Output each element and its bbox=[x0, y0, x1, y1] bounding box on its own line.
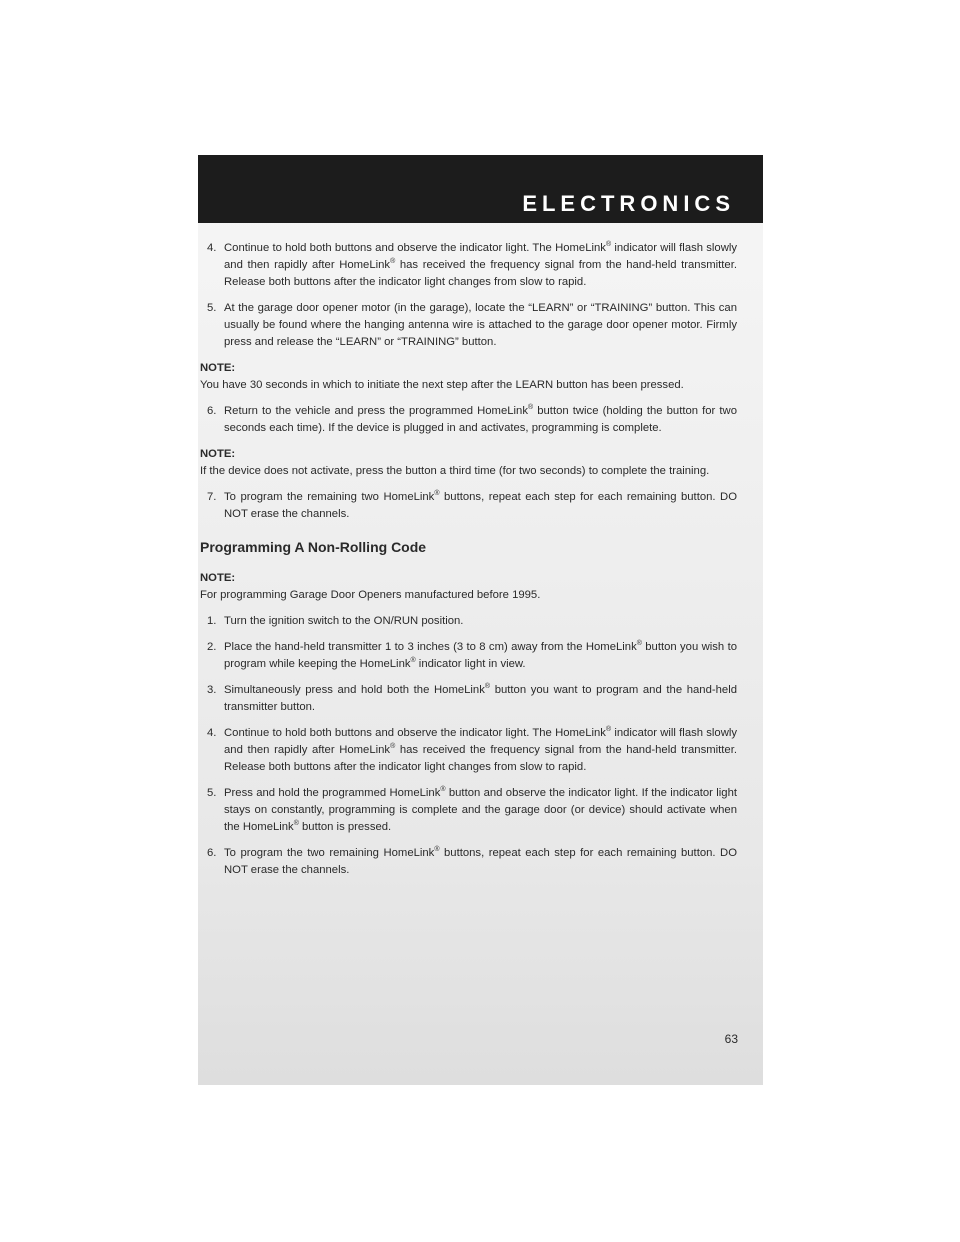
registered-mark: ® bbox=[390, 743, 396, 751]
item-text: To program the remaining two HomeLink® buttons, repeat each step for each remaining button. DO NOT erase the channels. bbox=[224, 490, 737, 520]
item-number: 4. bbox=[207, 242, 217, 254]
registered-mark: ® bbox=[293, 820, 299, 828]
item-text: Return to the vehicle and press the programmed HomeLink® button twice (holding the button for two seconds each time). If the device is plugged in and activates, programming is complete. bbox=[224, 404, 737, 434]
registered-mark: ® bbox=[527, 404, 534, 412]
list-item bbox=[200, 489, 737, 523]
registered-mark: ® bbox=[605, 241, 612, 249]
item-number: 1. bbox=[207, 615, 217, 627]
item-text: Place the hand-held transmitter 1 to 3 inches (3 to 8 cm) away from the HomeLink® button you wish to program while keeping the HomeLink® indicator light in view. bbox=[224, 640, 737, 670]
note-text: If the device does not activate, press the button a third time (for two seconds) to complete the training. bbox=[200, 465, 710, 477]
list-item bbox=[200, 403, 737, 437]
registered-mark: ® bbox=[434, 490, 440, 498]
item-text: Simultaneously press and hold both the HomeLink® button you want to program and the hand-held transmitter button. bbox=[224, 683, 737, 713]
note-label: NOTE: bbox=[200, 362, 236, 374]
list-item bbox=[200, 725, 737, 776]
note-text: For programming Garage Door Openers manufactured before 1995. bbox=[200, 589, 541, 601]
list-item bbox=[200, 682, 737, 716]
list-item bbox=[200, 240, 737, 291]
item-number: 5. bbox=[207, 787, 217, 799]
item-number: 7. bbox=[207, 491, 217, 503]
registered-mark: ® bbox=[440, 786, 446, 794]
list-item bbox=[200, 613, 737, 630]
list-item bbox=[200, 845, 737, 879]
item-text: At the garage door opener motor (in the garage), locate the “LEARN” or “TRAINING” button. This can usually be found where the hanging antenna wire is attached to the garage door opener motor. Firmly press and release the “LEARN” or “TRAINING” button. bbox=[224, 302, 737, 348]
item-text: Press and hold the programmed HomeLink® button and observe the indicator light. If the indicator light stays on constantly, programming is complete and the garage door (or device) should activate when the HomeLink® button is pressed. bbox=[224, 786, 737, 833]
section-title: ELECTRONICS bbox=[522, 191, 735, 216]
section-header-bar bbox=[198, 155, 763, 223]
item-text: Continue to hold both buttons and observe the indicator light. The HomeLink® indicator will flash slowly and then rapidly after HomeLink® has received the frequency signal from the hand-held transmitter. Release both buttons after the indicator light changes from slow to rapid. bbox=[224, 241, 738, 288]
item-number: 3. bbox=[207, 684, 217, 696]
list-item bbox=[200, 785, 737, 836]
item-number: 6. bbox=[207, 847, 217, 859]
item-text: Turn the ignition switch to the ON/RUN position. bbox=[224, 615, 464, 627]
item-number: 6. bbox=[207, 405, 217, 417]
list-item bbox=[200, 639, 737, 673]
note-label: NOTE: bbox=[200, 448, 236, 460]
note-text: You have 30 seconds in which to initiate the next step after the LEARN button has been pressed. bbox=[200, 379, 684, 391]
registered-mark: ® bbox=[434, 846, 440, 854]
item-text: To program the two remaining HomeLink® buttons, repeat each step for each remaining button. DO NOT erase the channels. bbox=[224, 846, 737, 876]
registered-mark: ® bbox=[484, 683, 491, 691]
item-number: 5. bbox=[207, 302, 217, 314]
registered-mark: ® bbox=[390, 258, 396, 266]
registered-mark: ® bbox=[605, 726, 612, 734]
item-number: 4. bbox=[207, 727, 217, 739]
list-item bbox=[200, 300, 737, 351]
page-number: 63 bbox=[724, 1032, 738, 1046]
registered-mark: ® bbox=[636, 640, 642, 648]
item-number: 2. bbox=[207, 641, 217, 653]
note-label: NOTE: bbox=[200, 572, 236, 584]
page-content bbox=[200, 240, 737, 888]
section-heading: Programming A Non-Rolling Code bbox=[200, 539, 427, 555]
registered-mark: ® bbox=[410, 657, 416, 665]
item-text: Continue to hold both buttons and observe the indicator light. The HomeLink® indicator will flash slowly and then rapidly after HomeLink® has received the frequency signal from the hand-held transmitter. Release both buttons after the indicator light changes from slow to rapid. bbox=[224, 726, 738, 773]
